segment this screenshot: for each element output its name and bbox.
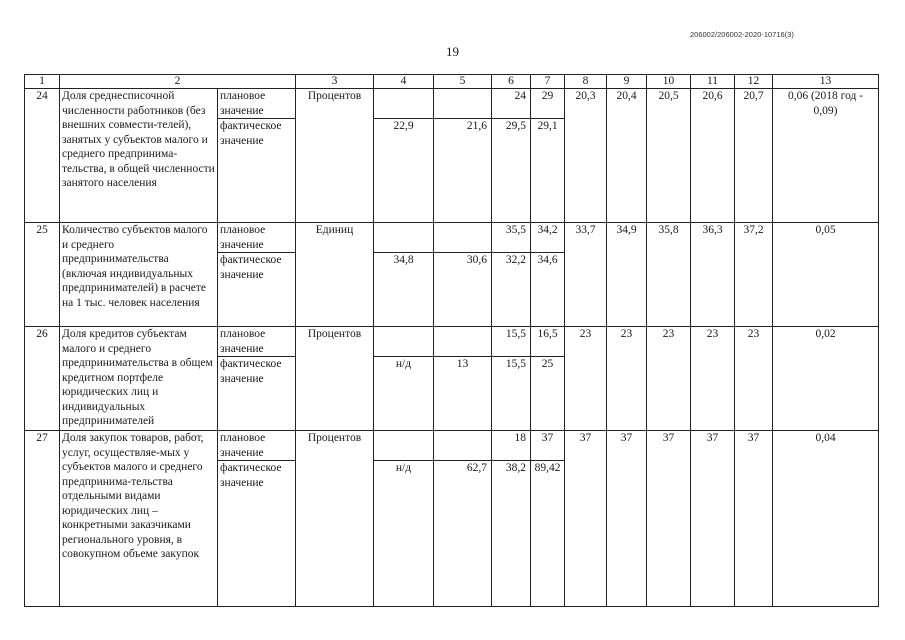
column-13-value: 0,02 (773, 327, 879, 431)
fact-label: фактическое значение (218, 253, 296, 327)
value-cell: 23 (607, 327, 647, 431)
value-cell: 62,7 (434, 461, 492, 607)
value-cell: 24 (492, 89, 531, 119)
column-header: 11 (691, 75, 735, 89)
table-row (25, 89, 879, 119)
value-cell: 20,4 (607, 89, 647, 223)
value-cell: 21,6 (434, 119, 492, 223)
value-cell: 37 (565, 431, 607, 607)
column-13-value: 0,05 (773, 223, 879, 327)
row-number: 25 (25, 223, 60, 327)
value-cell (434, 89, 492, 119)
column-header: 3 (296, 75, 374, 89)
column-header: 13 (773, 75, 879, 89)
indicator-name: Доля среднесписочной численности работников (без внешних совмести-телей), занятых у субъектов малого и среднего предпринима-тельства, в общей численности занятого населения (60, 89, 218, 223)
value-cell: 23 (735, 327, 773, 431)
value-cell: 15,5 (492, 357, 531, 431)
value-cell: 25 (531, 357, 565, 431)
header-row (25, 75, 879, 89)
value-cell: 23 (647, 327, 691, 431)
value-cell: 34,2 (531, 223, 565, 253)
value-cell: 34,8 (374, 253, 434, 327)
value-cell: 36,3 (691, 223, 735, 327)
column-header: 2 (60, 75, 296, 89)
value-cell: 16,5 (531, 327, 565, 357)
value-cell: 20,5 (647, 89, 691, 223)
column-header: 1 (25, 75, 60, 89)
value-cell: 37,2 (735, 223, 773, 327)
column-header: 9 (607, 75, 647, 89)
column-header: 8 (565, 75, 607, 89)
value-cell: 37 (735, 431, 773, 607)
value-cell (434, 223, 492, 253)
value-cell: 38,2 (492, 461, 531, 607)
value-cell: 33,7 (565, 223, 607, 327)
value-cell: 13 (434, 357, 492, 431)
page-number: 19 (446, 44, 459, 59)
value-cell: 29 (531, 89, 565, 119)
column-header: 4 (374, 75, 434, 89)
fact-label: фактическое значение (218, 461, 296, 607)
value-cell: 89,42 (531, 461, 565, 607)
column-13-value: 0,06 (2018 год - 0,09) (773, 89, 879, 223)
table-row (25, 327, 879, 357)
table-row (25, 431, 879, 461)
plan-label: плановое значение (218, 327, 296, 357)
column-header: 12 (735, 75, 773, 89)
column-header: 10 (647, 75, 691, 89)
indicator-name: Доля закупок товаров, работ, услуг, осуществляе-мых у субъектов малого и среднего предпринима-тельства отдельными видами юридических лиц – конкретными заказчиками регионального уровня, в совокупном объеме закупок (60, 431, 218, 607)
value-cell (374, 89, 434, 119)
value-cell: 34,6 (531, 253, 565, 327)
value-cell: 37 (607, 431, 647, 607)
row-number: 26 (25, 327, 60, 431)
value-cell (374, 223, 434, 253)
plan-label: плановое значение (218, 223, 296, 253)
value-cell: 34,9 (607, 223, 647, 327)
value-cell: 20,7 (735, 89, 773, 223)
unit-cell: Единиц (296, 223, 374, 327)
value-cell (374, 431, 434, 461)
column-13-value: 0,04 (773, 431, 879, 607)
unit-cell: Процентов (296, 89, 374, 223)
fact-label: фактическое значение (218, 119, 296, 223)
value-cell: 35,8 (647, 223, 691, 327)
indicator-name: Доля кредитов субъектам малого и среднего предпринимательства в общем кредитном портфеле юридических лиц и индивидуальных предпринимателей (60, 327, 218, 431)
value-cell: 30,6 (434, 253, 492, 327)
value-cell (374, 327, 434, 357)
value-cell: 35,5 (492, 223, 531, 253)
value-cell: 37 (531, 431, 565, 461)
document-id: 206002/206002-2020-10716(3) (690, 30, 794, 39)
row-number: 24 (25, 89, 60, 223)
value-cell: 29,5 (492, 119, 531, 223)
value-cell: 15,5 (492, 327, 531, 357)
column-header: 5 (434, 75, 492, 89)
value-cell: 23 (565, 327, 607, 431)
plan-label: плановое значение (218, 431, 296, 461)
column-header: 7 (531, 75, 565, 89)
row-number: 27 (25, 431, 60, 607)
unit-cell: Процентов (296, 327, 374, 431)
value-cell: н/д (374, 461, 434, 607)
value-cell: 29,1 (531, 119, 565, 223)
indicators-table (24, 74, 879, 607)
value-cell: н/д (374, 357, 434, 431)
value-cell: 20,6 (691, 89, 735, 223)
value-cell (434, 327, 492, 357)
column-header: 6 (492, 75, 531, 89)
value-cell: 23 (691, 327, 735, 431)
value-cell (434, 431, 492, 461)
value-cell: 37 (691, 431, 735, 607)
plan-label: плановое значение (218, 89, 296, 119)
value-cell: 22,9 (374, 119, 434, 223)
unit-cell: Процентов (296, 431, 374, 607)
fact-label: фактическое значение (218, 357, 296, 431)
value-cell: 18 (492, 431, 531, 461)
value-cell: 37 (647, 431, 691, 607)
value-cell: 32,2 (492, 253, 531, 327)
table-row (25, 223, 879, 253)
indicator-name: Количество субъектов малого и среднего предпринимательства (включая индивидуальных предпринимателей) в расчете на 1 тыс. человек населения (60, 223, 218, 327)
value-cell: 20,3 (565, 89, 607, 223)
